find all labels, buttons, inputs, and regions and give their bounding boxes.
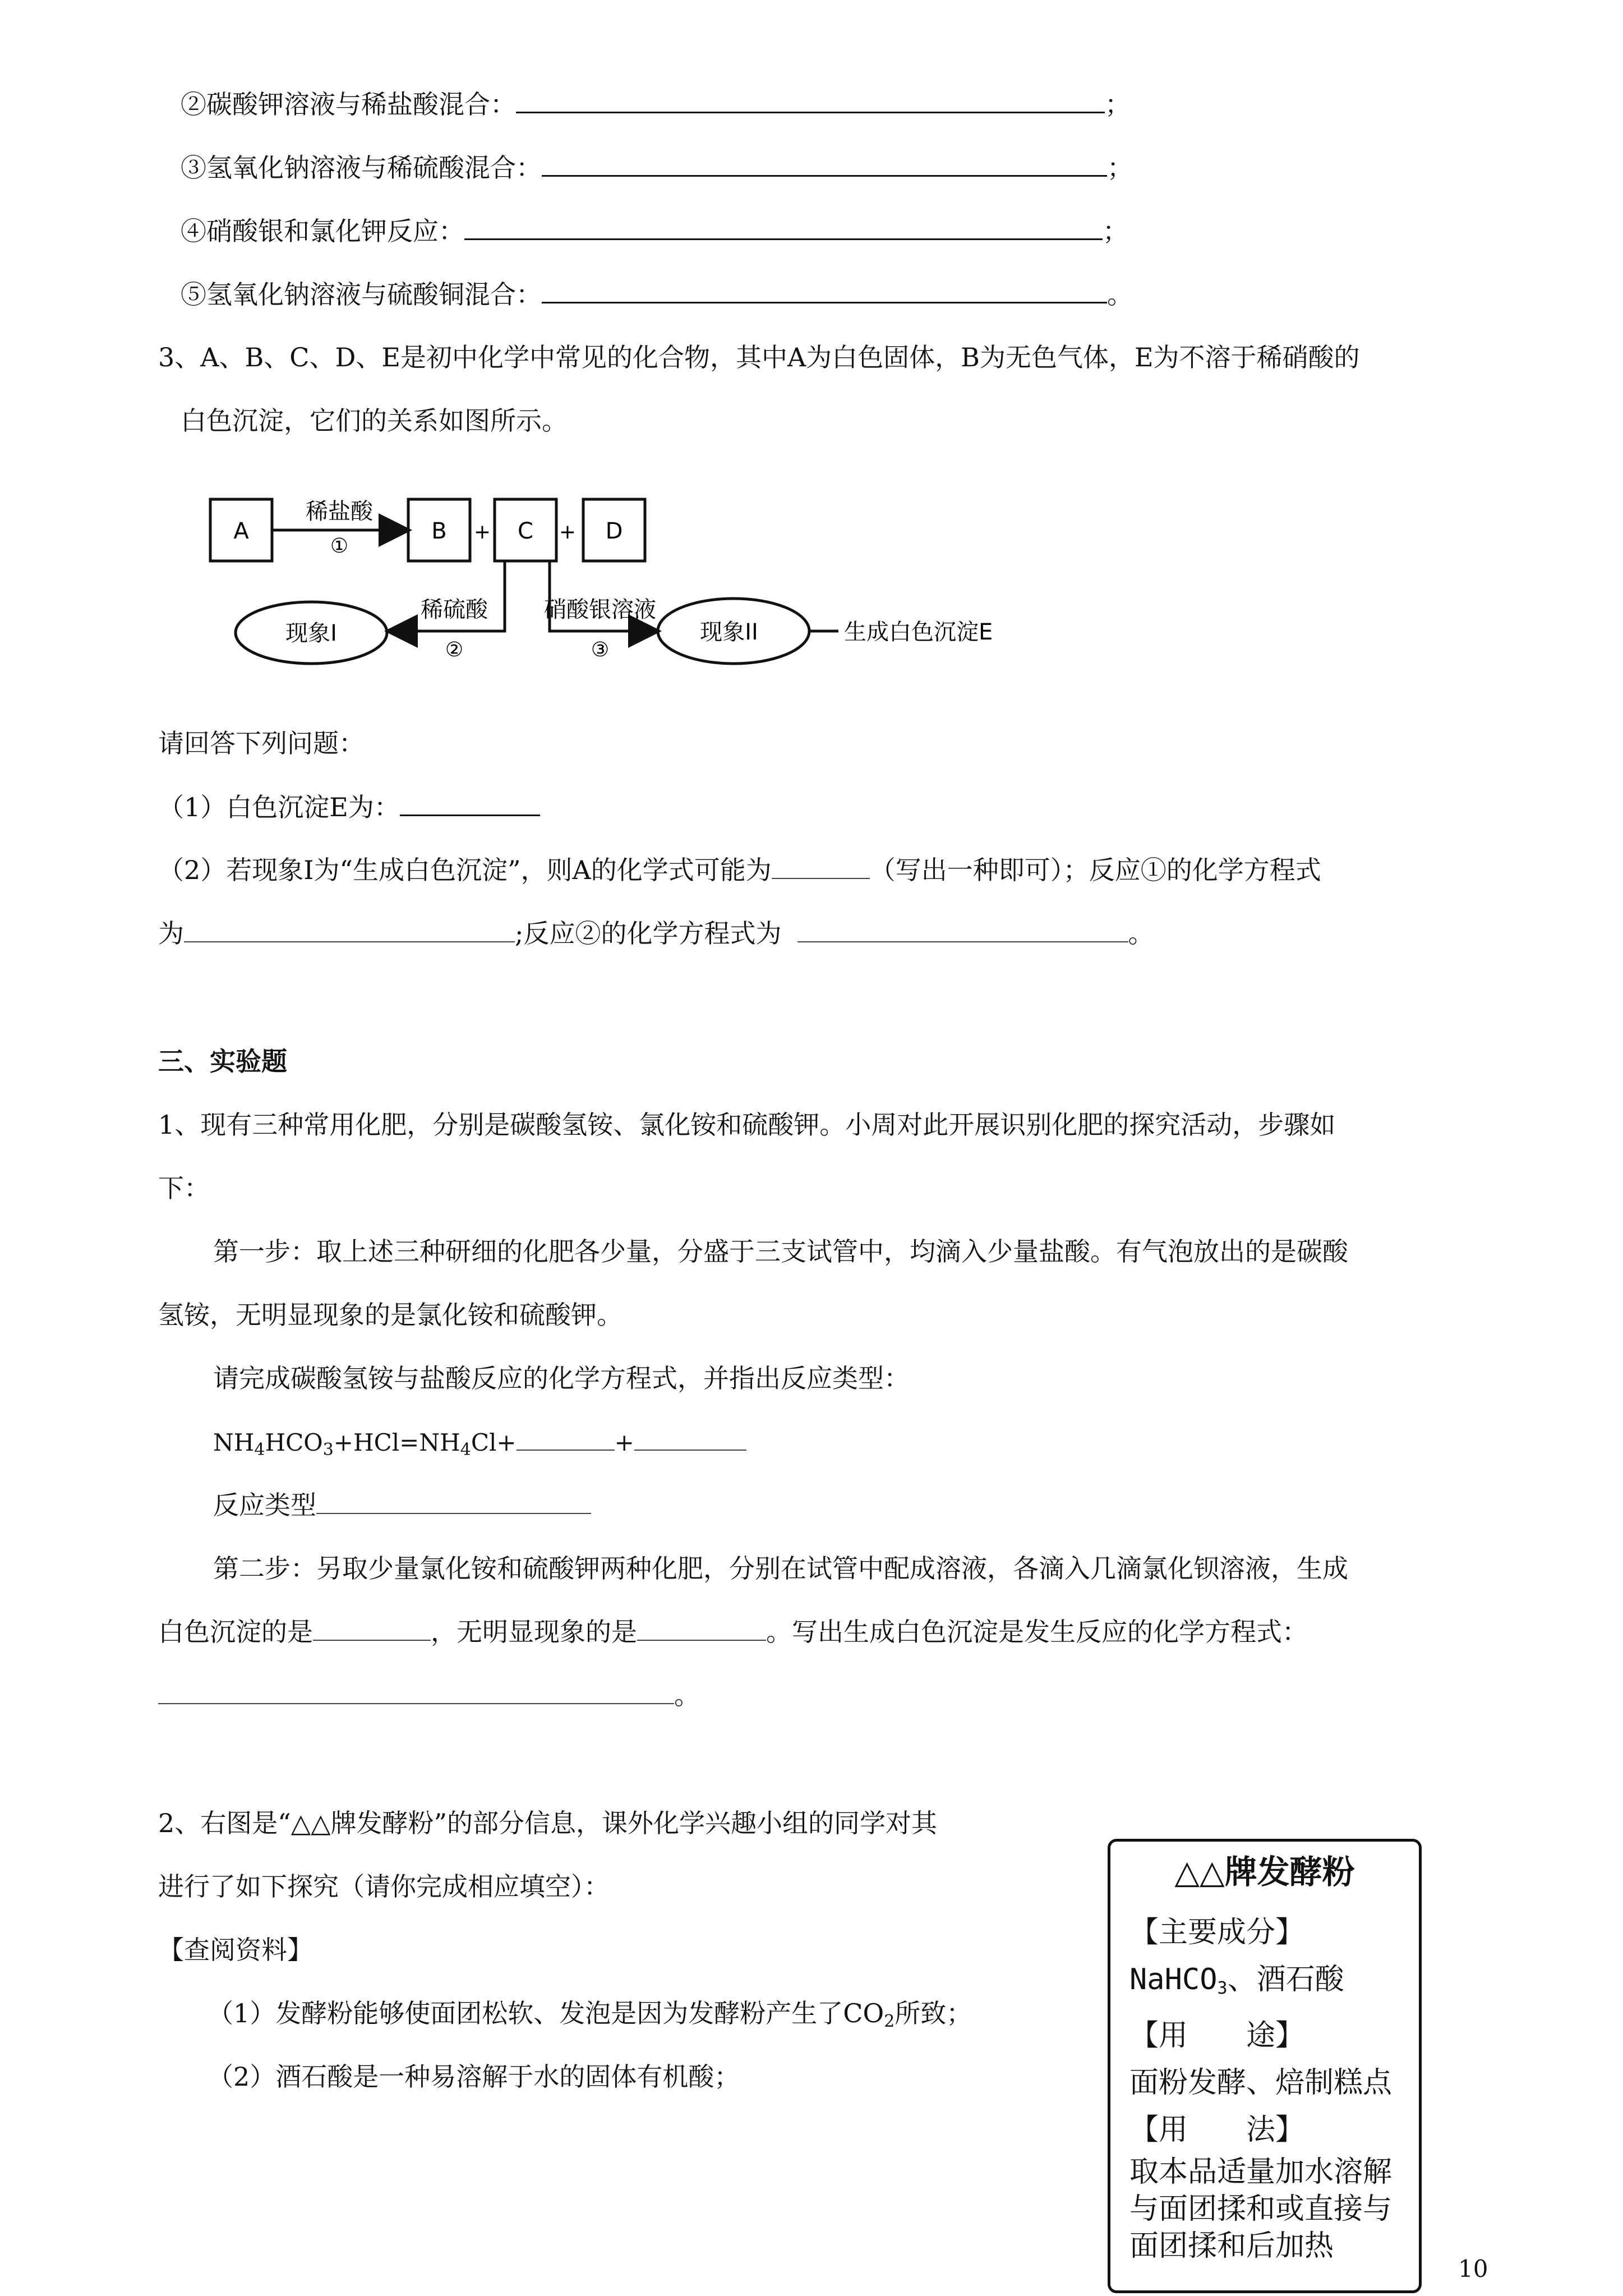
answer-blank[interactable] (772, 853, 870, 879)
answer-blank[interactable] (542, 150, 1107, 177)
answer-blank[interactable] (400, 790, 540, 816)
q2-item-2: ②碳酸钾溶液与稀盐酸混合： ； (181, 87, 1131, 121)
section-title: 三、实验题 (158, 1046, 287, 1076)
method-line-2: 与面团揉和或直接与 (1129, 2192, 1393, 2226)
answer-blank[interactable] (184, 917, 515, 942)
answer-blank[interactable] (542, 277, 1107, 303)
reagent-hcl: 稀盐酸 (306, 499, 373, 524)
q3-line2: 白色沉淀，它们的关系如图所示。 (181, 406, 568, 436)
q3-sub2-line1: （2）若现象Ⅰ为“生成白色沉淀”，则A的化学式可能为 （写出一种即可）；反应①的化学方程式 (158, 853, 1321, 887)
q3-line1: 3、A、B、C、D、E是初中化学中常见的化合物，其中A为白色固体，B为无色气体，E为不溶于稀硝酸的 (158, 342, 1360, 372)
method-line-3: 面团揉和后加热 (1129, 2229, 1334, 2263)
step1-line2: 氢铵，无明显现象的是氯化铵和硫酸钾。 (158, 1300, 623, 1330)
box-b (408, 499, 470, 561)
answer-blank[interactable] (316, 1488, 591, 1514)
ingredients-header: 【主要成分】 (1129, 1916, 1305, 1949)
step-3: ③ (591, 638, 610, 661)
step1-line1: 第一步：取上述三种研细的化肥各少量，分盛于三支试管中，均滴入少量盐酸。有气泡放出的是碳酸 (213, 1236, 1348, 1267)
answer-blank[interactable] (464, 214, 1103, 240)
label-a: A (233, 518, 249, 544)
exp1-line2: 下： (158, 1173, 210, 1203)
use-text: 面粉发酵、焙制糕点 (1129, 2066, 1393, 2100)
label-phenomenon1: 现象I (285, 620, 337, 646)
q2-item-5: ⑤氢氧化钠溶液与硫酸铜混合： 。 (181, 277, 1133, 311)
reagent-agno3: 硝酸银溶液 (544, 597, 656, 623)
label-c: C (518, 518, 533, 544)
exp1-line1: 1、现有三种常用化肥，分别是碳酸氢铵、氯化铵和硫酸钾。小周对此开展识别化肥的探究活动，步骤如 (158, 1110, 1336, 1140)
step-2: ② (445, 638, 464, 661)
product-title: △△牌发酵粉 (1174, 1853, 1355, 1891)
answer-blank[interactable] (158, 1678, 674, 1704)
ref-item-2: （2）酒石酸是一种易溶解于水的固体有机酸； (208, 2062, 740, 2092)
box-d (583, 499, 645, 561)
use-header: 【用 途】 (1129, 2019, 1305, 2053)
ref-item-1: （1）发酵粉能够使面团松软、发泡是因为发酵粉产生了$CO_2$所致； (208, 1998, 972, 2031)
answer-blank[interactable] (637, 1615, 766, 1641)
method-header: 【用 法】 (1129, 2113, 1305, 2147)
exp2-line2: 进行了如下探究（请你完成相应填空）： (158, 1871, 610, 1902)
method-line-1: 取本品适量加水溶解 (1129, 2155, 1393, 2189)
label-result: 生成白色沉淀E (844, 619, 993, 645)
answer-blank[interactable] (517, 1425, 615, 1451)
q3-sub1: （1）白色沉淀E为： (158, 790, 540, 824)
arrow-c-to-phenomenon1 (390, 561, 505, 631)
answer-blank[interactable] (313, 1615, 431, 1641)
arrow-c-to-phenomenon2 (550, 561, 656, 631)
page-number: 10 (1458, 2255, 1488, 2283)
ellipse-phenomenon1 (236, 602, 387, 664)
label-b: B (431, 518, 447, 544)
plus-1: + (473, 521, 491, 544)
product-label (1108, 1839, 1422, 2293)
answer-blank[interactable] (516, 87, 1105, 113)
q3-prompt: 请回答下列问题： (158, 728, 365, 758)
step2-line2: 白色沉淀的是 ，无明显现象的是 。写出生成白色沉淀是发生反应的化学方程式： (158, 1615, 1308, 1649)
box-a (210, 499, 272, 561)
label-phenomenon2: 现象II (700, 619, 758, 645)
step-1: ① (330, 535, 349, 558)
ellipse-phenomenon2 (658, 599, 809, 664)
plus-2: + (559, 521, 577, 544)
reaction-type-line: 反应类型 (213, 1488, 591, 1522)
ref-title: 【查阅资料】 (158, 1935, 313, 1965)
label-d: D (605, 518, 623, 544)
exp2-line1: 2、右图是“△△牌发酵粉”的部分信息，课外化学兴趣小组的同学对其 (158, 1808, 938, 1838)
step2-line1: 第二步：另取少量氯化铵和硫酸钾两种化肥，分别在试管中配成溶液，各滴入几滴氯化钡溶液，生成 (213, 1553, 1348, 1584)
step2-line3: 。 (158, 1678, 700, 1712)
answer-blank[interactable] (634, 1425, 746, 1451)
reagent-h2so4: 稀硫酸 (421, 597, 488, 623)
instruction: 请完成碳酸氢铵与盐酸反应的化学方程式，并指出反应类型： (213, 1363, 910, 1393)
box-c (495, 499, 556, 561)
ingredients: NaHCO$_3$、酒石酸 (1129, 1963, 1344, 1998)
q3-sub2-line2: 为 ;反应②的化学方程式为 。 (158, 917, 1154, 950)
equation-line: $NH_4HCO_3+HCl=NH_4Cl+$ + (213, 1425, 746, 1467)
answer-blank[interactable] (797, 917, 1128, 942)
q2-item-4: ④硝酸银和氯化钾反应： ； (181, 214, 1128, 248)
q2-item-3: ③氢氧化钠溶液与稀硫酸混合： ； (181, 150, 1133, 185)
